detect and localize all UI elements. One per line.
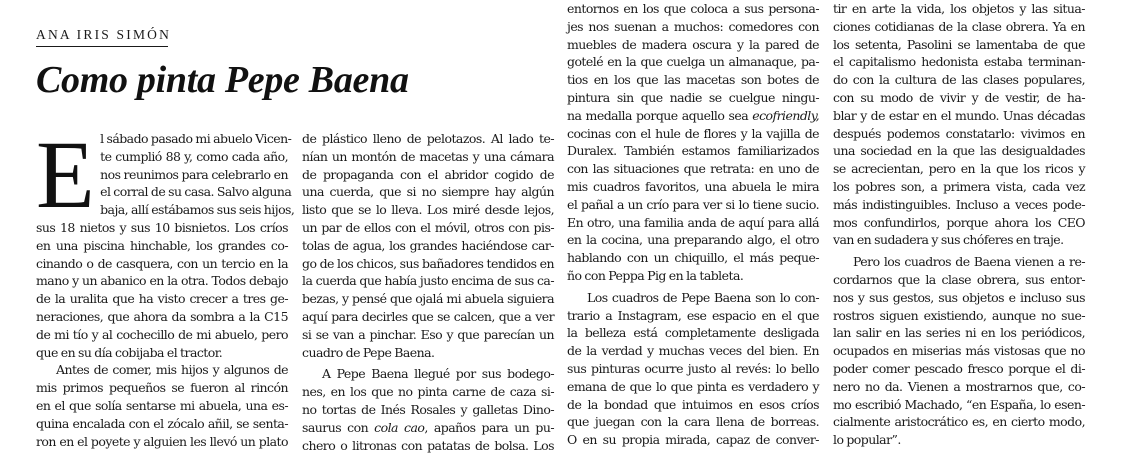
text-run: na medalla porque aquello sea [567,107,753,123]
text-line: nían un montón de macetas y una cámara [302,148,554,164]
text-line: mos confundirlos, porque ahora los CEO [833,214,1085,230]
column-1 [36,121,295,450]
text-line: mis primos pequeños se fueron al rincón [36,380,288,396]
text-line: cocinas con el hule de flores y la vajilla de [567,125,819,141]
text-line: Pero los cuadros de Baena vienen a re- [853,254,1085,270]
text-line: Los cuadros de Pepe Baena son lo con- [587,289,819,305]
column-4 [833,0,1085,449]
text-line: listo que se lo lleva. Los miré desde lejos, [302,202,554,218]
text-line: de propaganda con el abridor cogido de [302,166,554,182]
headline: Como pinta Pepe Baena [36,59,409,101]
text-line: O en su propia mirada, capaz de conver- [567,432,819,448]
text-line: un par de ellos con el móvil, otros con pis- [302,219,554,235]
text-line: go de los chicos, sus bañadores tendidos en [302,255,554,271]
text-line: nos y sus gestos, sus objetos e incluso sus [833,289,1085,305]
col4-paragraph-1 [833,0,1085,249]
text-line: ciones cotidianas de la clase obrera. Ya en [833,18,1085,34]
text-line: de la uralita que ha visto crecer a tres ge- [36,291,288,307]
text-line: después podemos constatarlo: vivimos en [833,125,1085,141]
text-line: hablando con un chiquillo, el más peque- [567,250,819,266]
text-line: ocupados en miserias más vistosas que no [833,343,1085,359]
text-line: tios en los que las macetas son botes de [567,72,819,88]
text-line: bezas, y pensé que ojalá mi abuela siguiera [302,291,554,307]
text-line [302,419,554,437]
emphasis-text: cola cao [374,419,425,435]
text-line: lo popular”. [833,432,901,448]
text-line: con su modo de vivir y de vestir, de ha- [833,89,1085,105]
text-line: una sociedad en la que las desigualdades [833,143,1085,159]
column-3 [567,0,819,449]
text-line: que juegan con la cara llena de borreas. [567,414,819,430]
emphasis-text: ecofriendly, [752,107,819,123]
text-line: poder comer pescado fresco porque el di- [833,360,1085,376]
text-line: cialmente aristocrático es, en cierto modo, [833,414,1085,430]
text-line: de la bondad que intuimos en esos críos [567,396,819,412]
text-line: de la verdad y muchas veces del bien. En [567,343,819,359]
text-line: quina encalada con el zócalo añil, se senta- [36,415,288,431]
text-line: el pañal a un crío para ver si lo tiene sucio. [567,196,819,212]
text-line: nos reunimos para celebrarlo en [100,166,288,182]
text-line [567,107,819,125]
text-line: nes, en los que no pinta carne de caza si- [302,384,554,400]
text-line: l sábado pasado mi abuelo Vicen- [100,131,292,146]
text-line: de plástico lleno de pelotazos. Al lado te- [302,131,554,146]
text-line: sus 18 nietos y sus 10 bisnietos. Los críos [36,219,288,235]
text-line: ron en el poyete y alguien les llevó un plato [36,433,288,449]
text-line: cinando o de casquera, con un tercio en la [36,255,288,271]
text-line: do con la cultura de las clases populares, [833,72,1085,88]
text-line: los pobres son, a primera vista, cada vez [833,178,1085,194]
text-line: mano y un abanico en la otra. Todos debajo [36,273,288,289]
text-line: no tortas de Inés Rosales y galletas Dino- [302,401,554,417]
text-line: sus pinturas ocurre justo al revés: lo bello [567,360,819,376]
text-line: trario a Instagram, ese espacio en el que [567,307,819,323]
text-line: mo escribió Machado, “en España, lo esen- [833,396,1085,412]
text-line: aquí para decirles que se calcen, que a ver [302,308,554,324]
text-run: , apaños para un pu- [424,419,554,435]
column-2 [302,130,554,454]
text-line: blar y de estar en el mundo. Unas décadas [833,107,1085,123]
text-line: el corral de su casa. Salvo alguna [100,184,292,200]
text-line: En otro, una familia anda de aquí para allá [567,214,819,230]
text-line: chero o litronas con patatas de bolsa. Los [302,437,554,453]
text-line: los setenta, Pasolini se lamentaba de que [833,36,1085,52]
text-line: nero no da. Vienen a mostrarnos que, co- [833,378,1085,394]
text-line: cordarnos que la clase obrera, sus entor- [833,271,1085,287]
text-line: una cuerda, que si no siempre hay algún [302,184,554,200]
col4-paragraph-2 [833,253,1085,449]
text-line: cuadro de Pepe Baena. [302,344,435,360]
text-line: tir en arte la vida, los objetos y las situa- [833,1,1085,16]
byline: ANA IRIS SIMÓN [36,27,172,42]
col1-paragraph-2 [36,361,288,450]
col2-paragraph-2 [302,365,554,454]
text-line: la cuerda que había justo encima de sus ca- [302,273,554,289]
text-line: Duralex. También estamos familiarizados [567,143,819,159]
col3-paragraph-2 [567,289,819,449]
text-line: A Pepe Baena llegué por sus bodego- [322,366,554,382]
text-line: van en sudadera y sus chóferes en traje. [833,232,1064,248]
text-line: en una piscina hinchable, los grandes co- [36,237,288,253]
text-line: te cumplió 88 y, como cada año, [100,148,288,164]
text-line: entornos en los que coloca a sus persona- [567,1,819,16]
text-run: saurus con [302,419,375,435]
text-line: mis cuadros favoritos, una abuela le mira [567,178,819,194]
text-line: en la cocina, una preparando algo, el otro [567,232,819,248]
drop-cap: E [36,121,95,228]
text-line: que en su día cobijaba el tractor. [36,344,223,360]
text-line: pintura sin que nadie se cuelgue ningu- [567,89,819,105]
text-line: neraciones, que ahora da sombra a la C15 [36,308,288,324]
text-line: muebles de madera oscura y la pared de [567,36,819,52]
col2-paragraph-1 [302,130,554,361]
text-line: ño con Peppa Pig en la tableta. [567,267,744,283]
text-line: jes nos suenan a muchos: comedores con [567,18,819,34]
text-line: la belleza está completamente desligada [567,325,819,341]
col3-paragraph-1 [567,0,819,285]
text-line: lan salir en las series ni en los periódicos, [833,325,1085,341]
byline-rule [36,46,168,47]
text-line: en el que solía sentarse mi abuela, una es- [36,397,288,413]
text-line: Antes de comer, mis hijos y algunos de [56,362,288,378]
text-line: más indistinguibles. Incluso a veces pode- [833,196,1085,212]
text-line: si se van a pinchar. Eso y que parecían un [302,326,554,342]
text-line: baja, allí estábamos sus seis hijos, [100,202,295,218]
text-line: tolas de agua, los grandes haciéndose car- [302,237,554,253]
text-line: se acrecientan, pero en la que los ricos y [833,161,1085,177]
text-line: de mi tío y al cochecillo de mi abuelo, pero [36,326,288,342]
text-line: con las situaciones que retrata: en uno de [567,161,819,177]
text-line: gotelé en la que cuelga un almanaque, pa- [567,54,819,70]
text-line: rostros siguen existiendo, aunque no sue- [833,307,1085,323]
text-line: emana de que lo que pinta es verdadero y [567,378,819,394]
text-line: el capitalismo hedonista estaba terminan- [833,54,1085,70]
